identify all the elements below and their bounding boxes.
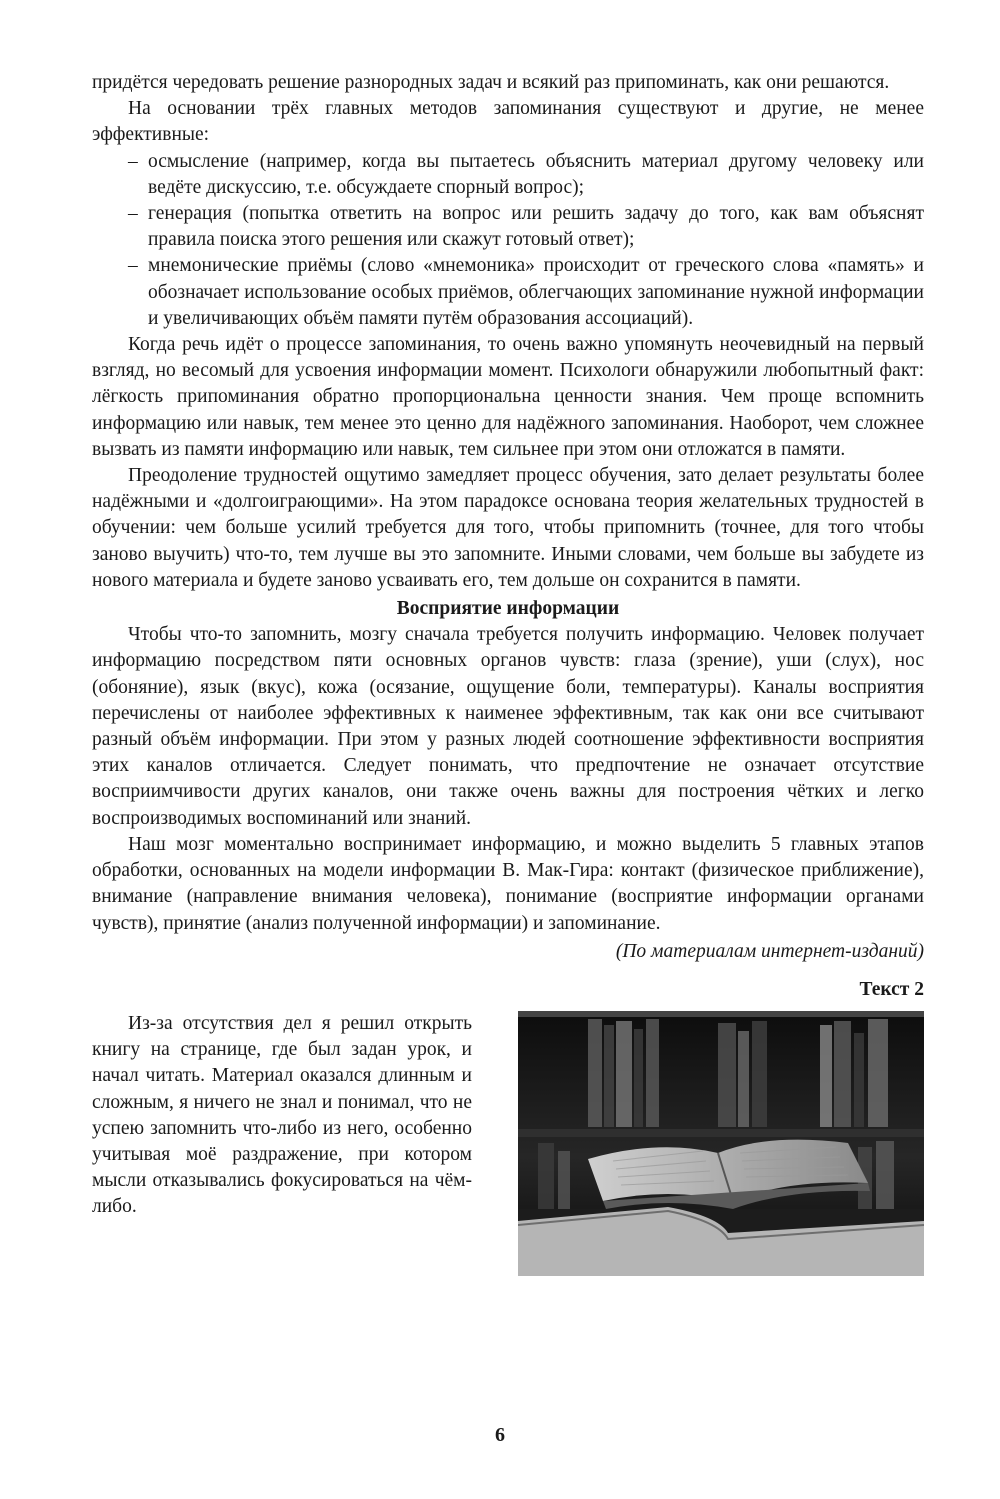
page-number: 6 [495, 1424, 505, 1446]
text2-paragraph: Из-за отсутствия дел я решил открыть книгу на странице, где был задан урок, и начал читать. Материал оказался длинным и сложным, я ничего не знал и понимал, что не успею запомнить что-либо из него, особенно учитывая моё раздражение, при котором мысли отказывались фокусироваться на чём-либо. [92, 1012, 472, 1218]
paragraph-stages: Наш мозг моментально воспринимает информацию, и можно выделить 5 главных этапов обработки, основанных на модели информации В. Мак-Гира: контакт (физическое приближение), внимание (направление внимания человека), понимание (восприятие информации органами чувств), принятие (анализ полученной информации) и запоминание. [92, 833, 924, 934]
list-item-text: генерация (попытка ответить на вопрос или решить задачу до того, как вам объяснят правила поиска этого решения или скажут готовый ответ); [148, 203, 924, 251]
paragraph-perception: Чтобы что-то запомнить, мозгу сначала требуется получить информацию. Человек получает информацию посредством пяти основных органов чувств: глаза (зрение), уши (слух), нос (обоняние), язык (вкус), кожа (осязание, ощущение боли, температуры). Каналы восприятия перечислены от наиболее эффективных к наименее эффективным, так как они все считывают разный объём информации. При этом у разных людей соотношение эффективности восприятия этих каналов отличается. Следует понимать, что предпочтение не означает отсутствие восприимчивости других каналов, они также очень важны для построения чётких и легко воспроизводимых воспоминаний или знаний. [92, 624, 924, 829]
paragraph-recall-ease: Когда речь идёт о процессе запоминания, то очень важно упомянуть неочевидный на первый взгляд, но весомый для усвоения информации момент. Психологи обнаружили любопытный факт: лёгкость припоминания обратно пропорциональна ценности знания. Чем проще вспомнить информацию или навык, тем менее это ценно для надёжного запоминания. Наоборот, чем сложнее вызвать из памяти информацию или навык, тем сильнее при этом они отложатся в памяти. [92, 334, 924, 460]
text2-label: Текст 2 [859, 978, 924, 1000]
source-note: (По материалам интернет-изданий) [615, 940, 924, 962]
dash-marker: – [128, 255, 138, 277]
dash-marker: – [128, 203, 138, 225]
books-photo [518, 1011, 924, 1276]
text2-block [92, 1011, 924, 1276]
list-item [128, 149, 924, 201]
paragraph-methods-intro: На основании трёх главных методов запоминания существуют и другие, не менее эффективные: [92, 98, 924, 146]
list-item [128, 253, 924, 332]
list-item [128, 201, 924, 253]
paragraph-continued: придётся чередовать решение разнородных задач и всякий раз припоминать, как они решаются. [92, 72, 890, 93]
list-item-text: мнемонические приёмы (слово «мнемоника» происходит от греческого слова «память» и обозначает использование особых приёмов, облегчающих запоминание нужной информации и увеличивающих объём памяти путём образования ассоциаций). [148, 255, 924, 329]
list-item-text: осмысление (например, когда вы пытаетесь объяснить материал другому человеку или ведёте дискуссию, т.е. обсуждаете спорный вопрос); [148, 150, 924, 198]
paragraph-desirable-difficulties: Преодоление трудностей ощутимо замедляет процесс обучения, зато делает результаты более надёжными и «долгоиграющими». На этом парадоксе основана теория желательных трудностей в обучении: чем больше усилий требуется для того, чтобы припомнить (точнее, для того чтобы заново выучить) что-то, тем лучше вы это запомните. Иными словами, чем больше вы забудете из нового материала и будете заново усваивать его, тем дольше он сохранится в памяти. [92, 465, 924, 591]
page-body [92, 70, 924, 1276]
dash-marker: – [128, 150, 138, 172]
section-heading: Восприятие информации [396, 598, 620, 620]
methods-list [92, 149, 924, 332]
